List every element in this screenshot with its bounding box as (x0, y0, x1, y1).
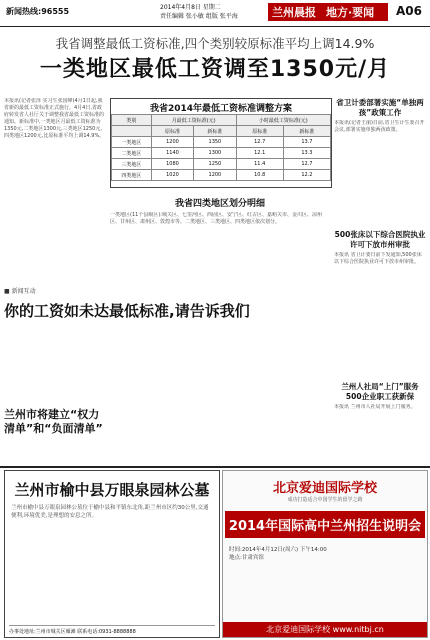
right-body-2: 本报讯 省卫计委日前下发通知,500张床以下综合医院执业许可下放市州审批。 (334, 252, 422, 265)
right-headline-2: 500张床以下综合医院执业许可下放市州审批 (334, 230, 426, 249)
table-cell: 1080 (151, 159, 193, 170)
editor-line: 责任编辑 张小敏 组版 张平海 (160, 13, 238, 20)
regions-body: 一类地区(11个县级区):城关区、七里河区、西固区、安宁区、红古区、嘉峪关市、金川区、凉州区、甘州区、肃州区、敦煌市等。二类地区、三类地区、四类地区依次划分。 (110, 212, 322, 225)
lanzhou-headline: 兰州市将建立“权力清单”和“负面清单” (4, 408, 103, 435)
table-cell: 四类地区 (112, 170, 152, 181)
date-line: 2014年4月8日 星期二 (160, 4, 221, 11)
wage-table-box (110, 98, 332, 188)
regions-box (110, 196, 330, 276)
table-subheader: 原标准 (236, 126, 283, 137)
table-header: 小时最低工资标准(元) (236, 115, 330, 126)
table-cell: 1300 (194, 148, 236, 159)
lead-subhead: 我省调整最低工资标准,四个类别较原标准平均上调14.9% (55, 36, 375, 51)
school-banner: 2014年国际高中兰州招生说明会 (225, 511, 425, 538)
wage-table (111, 114, 331, 181)
news-hotline: 新闻热线:96555 (6, 7, 70, 16)
table-header: 月最低工资标准(元) (151, 115, 236, 126)
table-row (112, 148, 331, 159)
salary-headline: 你的工资如未达最低标准,请告诉我们 (4, 302, 250, 320)
lead-body (4, 98, 106, 278)
school-ad (222, 470, 428, 638)
table-header: 类别 (112, 115, 152, 126)
right-column (334, 98, 426, 411)
table-subheader: 新标准 (283, 126, 330, 137)
regions-title: 我省四类地区划分明细 (174, 199, 265, 209)
cemetery-ad-body: 兰州市榆中县万眼泉园林公墓位于榆中县和平镇东北角,距兰州市区约30公里,交通便利,环境优美,是理想的安息之所。 (11, 505, 209, 519)
table-cell: 12.1 (236, 148, 283, 159)
lead-headline: 一类地区最低工资调至1350元/月 (39, 57, 391, 82)
table-cell: 12.7 (283, 159, 330, 170)
wage-table-title: 我省2014年最低工资标准调整方案 (149, 104, 293, 114)
school-tagline: 成功打造适合中国学生的留学之路 (287, 497, 363, 503)
lead-body-text: 本报讯(记者张泽 实习生张国峰)4月1日起,我省新的最低工资标准正式施行。4月4日,省政府转发省人社厅关于调整我省最低工资标准的通知。新标准中,一类地区月最低工资标准为1350元,二类地区1300元,三类地区1250元,四类地区1200元,比原标准平均上调14.9%。 (4, 98, 105, 139)
table-subheader: 新标准 (194, 126, 236, 137)
right-body-3: 本报讯 兰州市人社局开展上门服务。 (334, 404, 416, 410)
table-cell: 1200 (151, 137, 193, 148)
page-number: A06 (396, 4, 422, 18)
school-time: 时间:2014年4月12日(周六) 下午14:00 (229, 547, 327, 553)
table-cell: 二类地区 (112, 148, 152, 159)
table-subheader: 原标准 (151, 126, 193, 137)
newspaper-logo: 兰州晨报 (268, 3, 320, 21)
cemetery-ad-title: 兰州市榆中县万眼泉园林公墓 (14, 481, 210, 499)
ad-divider (0, 466, 430, 468)
table-row (112, 159, 331, 170)
interaction-tag: ■ 新闻互动 (4, 288, 36, 295)
table-cell: 1020 (151, 170, 193, 181)
table-cell: 12.7 (236, 137, 283, 148)
table-cell: 13.3 (283, 148, 330, 159)
table-cell: 1200 (194, 170, 236, 181)
school-name: 北京爱迪国际学校 (272, 481, 377, 496)
table-cell: 11.4 (236, 159, 283, 170)
table-row (112, 137, 331, 148)
table-cell: 1250 (194, 159, 236, 170)
school-place: 地点:甘肃宾馆 (229, 555, 264, 561)
table-row (112, 170, 331, 181)
table-cell: 12.2 (283, 170, 330, 181)
right-headline-1: 省卫计委部署实施“单独两孩”政策工作 (336, 98, 424, 117)
cemetery-ad (4, 470, 220, 638)
table-cell: 13.7 (283, 137, 330, 148)
table-cell: 10.8 (236, 170, 283, 181)
school-bottom-banner: 北京爱迪国际学校 www.nitbj.cn (223, 622, 427, 637)
right-body-1: 本报讯(记者王丽)日前,省卫生计生委召开会议,部署实施单独两孩政策。 (334, 120, 425, 133)
table-subheader (112, 126, 152, 137)
cemetery-ad-footer: 办事处地址:兰州市城关区雁滩 联系电话:0931-8888888 (9, 625, 215, 635)
right-headline-3: 兰州人社局“上门”服务500企业职工获新保 (341, 382, 419, 401)
table-cell: 1140 (151, 148, 193, 159)
date-info (160, 3, 280, 21)
section-label: 地方·要闻 (320, 3, 388, 21)
masthead (0, 0, 430, 27)
table-cell: 一类地区 (112, 137, 152, 148)
table-cell: 1350 (194, 137, 236, 148)
table-cell: 三类地区 (112, 159, 152, 170)
